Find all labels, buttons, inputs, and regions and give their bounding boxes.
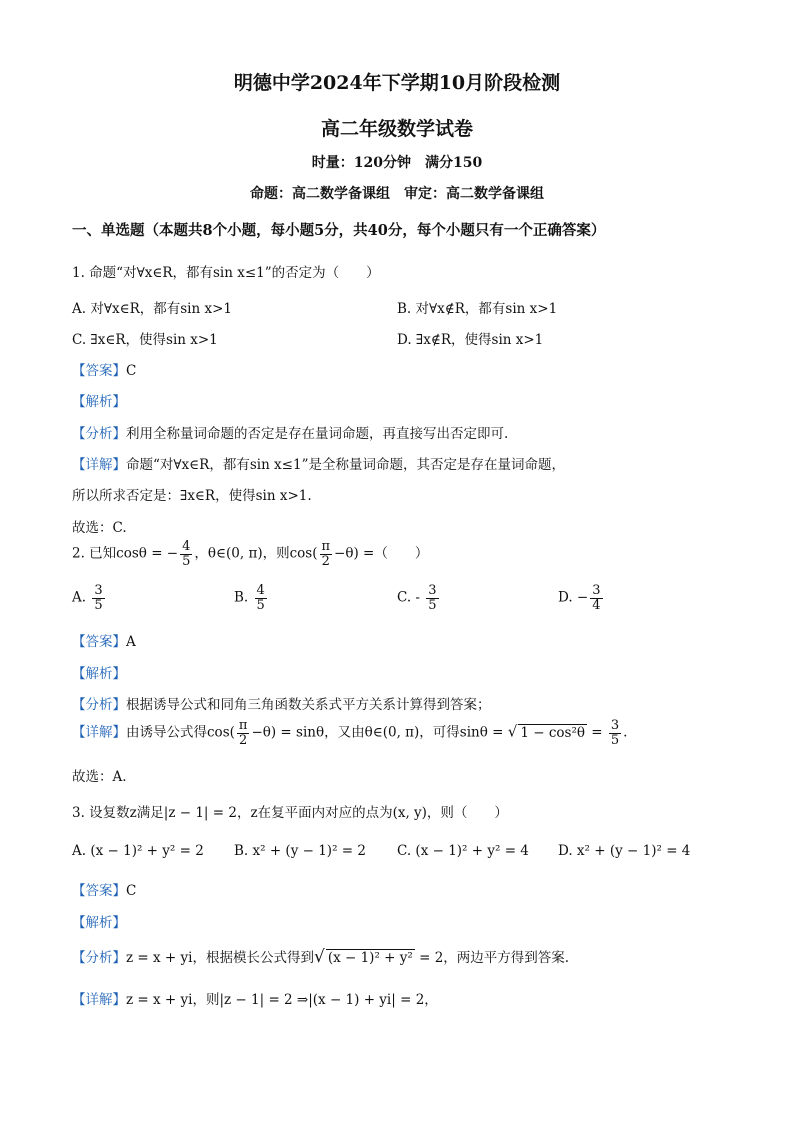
q2-stem [72,540,428,568]
q2-detail-sqrt: 1 − cos²θ [520,724,585,741]
q1-stem: 1. 命题“对∀x∈R，都有sin x≤1”的否定为（ ） [72,265,380,281]
q1-detail-line [72,453,565,473]
q2-option-a-frac [92,584,104,612]
q1-analysis: 利用全称量词命题的否定是存在量词命题，再直接写出否定即可. [126,426,509,442]
detail-tag: 【详解】 [72,992,126,1008]
q3-option-c: C. (x − 1)² + y² = 4 [397,843,529,859]
q1-answer-line [72,359,136,379]
q2-option-b-label: B. [234,589,249,606]
q2-option-c-label: C. - [397,589,420,606]
q2-stem-suffix: −θ) =（ ） [334,545,429,562]
q3-jiexi-tag [72,911,126,931]
exam-subtitle: 高二年级数学试卷 [320,118,473,140]
q2-analysis-line [72,693,491,713]
q2-option-b [234,584,269,612]
analysis-tag: 【分析】 [72,950,126,966]
q3-analysis-suffix: = 2，两边平方得到答案. [414,950,570,966]
q3-option-a: A. (x − 1)² + y² = 2 [72,843,204,859]
q2-pi-den: 2 [321,553,330,569]
jiexi-tag: 【解析】 [72,394,126,410]
exam-title: 明德中学2024年下学期10月阶段检测 [233,72,561,94]
q2-option-c-den: 5 [428,597,437,613]
q1-option-a: A. 对∀x∈R，都有sin x>1 [72,301,232,317]
q2-detail-end: . [623,724,628,741]
q2-detail-prefix: 由诱导公式得cos( [126,724,235,741]
q1-option-d: D. ∃x∉R，使得sin x>1 [397,332,544,348]
q2-option-c-num: 3 [428,583,437,598]
q1-option-b: B. 对∀x∉R，都有sin x>1 [397,301,558,317]
answer-tag: 【答案】 [72,883,126,899]
q2-jiexi-tag [72,662,126,682]
q2-option-d-den: 4 [592,597,601,613]
q2-detail-den: 5 [610,732,620,748]
q2-stem-prefix: 2. 已知cosθ = − [72,545,179,562]
q3-analysis-line [72,946,569,967]
q2-option-c [397,584,441,612]
q2-option-a-num: 3 [94,583,103,598]
q2-frac-num: 4 [182,539,191,554]
detail-tag: 【详解】 [72,724,126,741]
q1-detail-1: 命题“对∀x∈R，都有sin x≤1”是全称量词命题，其否定是存在量词命题， [126,457,565,473]
section-heading: 一、单选题（本题共8个小题，每小题5分，共40分，每个小题只有一个正确答案） [72,222,606,239]
q2-option-d [558,584,605,612]
q2-answer-line [72,630,136,650]
q2-option-d-frac [590,584,602,612]
answer-tag: 【答案】 [72,634,126,650]
q2-option-c-frac [426,584,438,612]
q2-conclusion: 故选：A. [72,769,127,785]
q3-detail: z = x + yi，则|z − 1| = 2 ⇒|(x − 1) + yi| = 2， [126,992,438,1008]
q1-answer: C [126,363,137,379]
q2-detail-result-frac [609,719,621,747]
q2-detail-eq: = [586,724,607,741]
jiexi-tag: 【解析】 [72,915,126,931]
q2-option-b-den: 5 [256,597,265,613]
sqrt-symbol: √ [507,722,518,741]
q2-stem-mid: ，θ∈(0, π)，则cos( [194,545,318,562]
analysis-tag: 【分析】 [72,697,126,713]
q3-answer-line [72,879,136,899]
q2-pi-fraction [320,540,333,568]
q2-option-d-label: D. − [558,589,589,606]
q2-pi-num: π [321,539,331,554]
answer-tag: 【答案】 [72,363,126,379]
q1-analysis-line [72,422,508,442]
q2-option-d-num: 3 [592,583,601,598]
q2-frac-den: 5 [182,553,191,569]
detail-tag: 【详解】 [72,457,126,473]
q2-detail-mid: −θ) = sinθ，又由θ∈(0, π)，可得sinθ = [251,724,508,741]
q3-answer: C [126,883,137,899]
q3-analysis-prefix: z = x + yi，根据模长公式得到 [126,950,314,966]
q2-option-a-den: 5 [94,597,103,613]
q2-detail-pi-num: π [238,718,248,733]
q3-stem: 3. 设复数z满足|z − 1| = 2，z在复平面内对应的点为(x, y)，则（ ） [72,805,508,821]
sqrt-symbol: √ [313,947,325,967]
q2-detail-line [72,719,627,747]
q1-jiexi-tag [72,390,126,410]
q2-option-a [72,584,107,612]
exam-authors: 命题：高二数学备课组 审定：高二数学备课组 [250,186,544,202]
q3-analysis-sqrt: (x − 1)² + y² [327,950,413,966]
q2-detail-pi-den: 2 [239,732,248,748]
jiexi-tag: 【解析】 [72,666,126,682]
q2-analysis: 根据诱导公式和同角三角函数关系式平方关系计算得到答案； [126,697,491,713]
q2-option-a-label: A. [72,589,87,606]
q2-detail-pi-frac [237,719,250,747]
exam-time-info: 时量：120分钟 满分150 [311,155,483,171]
q2-option-b-frac [255,584,267,612]
q2-answer: A [126,634,136,650]
q3-option-d: D. x² + (y − 1)² = 4 [558,843,691,859]
q1-detail-2: 所以所求否定是：∃x∈R，使得sin x>1. [72,488,312,504]
q1-option-c: C. ∃x∈R，使得sin x>1 [72,332,218,348]
analysis-tag: 【分析】 [72,426,126,442]
q3-option-b: B. x² + (y − 1)² = 2 [234,843,366,859]
q3-detail-line [72,988,438,1008]
q2-option-b-num: 4 [256,583,265,598]
q2-stem-fraction [180,540,192,568]
q1-conclusion: 故选：C. [72,520,127,536]
q2-detail-num: 3 [610,718,620,733]
